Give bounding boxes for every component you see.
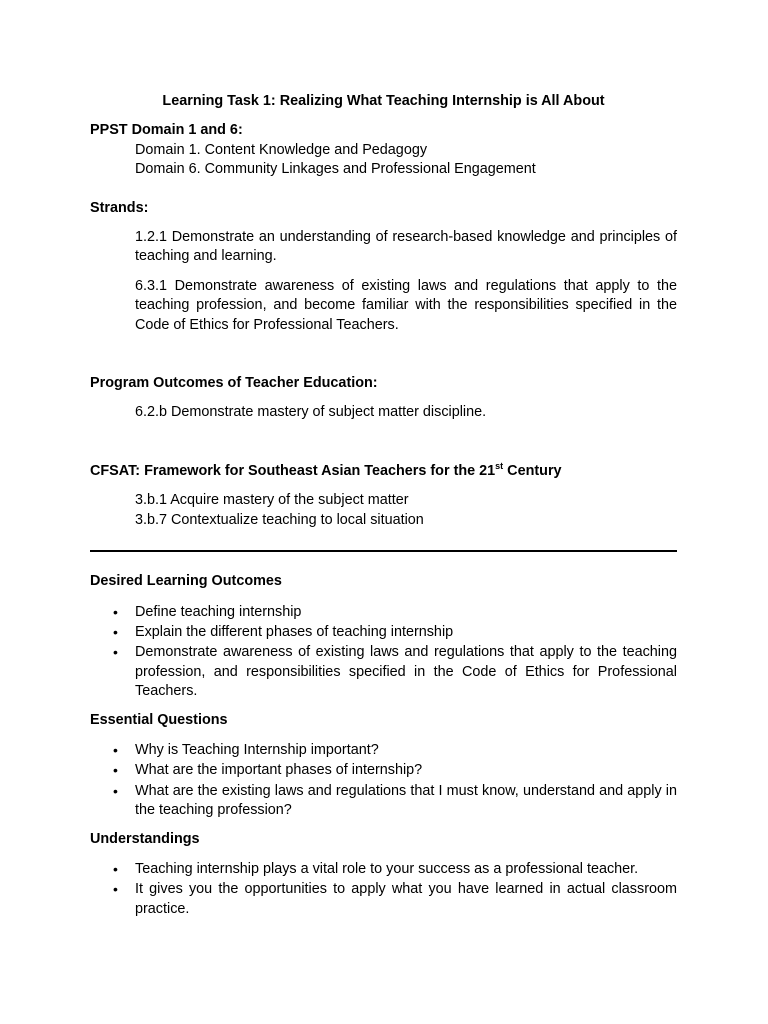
bullet-icon: • [113, 782, 118, 799]
list-item [90, 761, 677, 780]
bullet-icon: • [113, 644, 118, 661]
list-item [90, 643, 677, 701]
bullet-icon: • [113, 881, 118, 898]
bullet-icon: • [113, 860, 118, 877]
cfsat-heading-suffix: Century [503, 462, 562, 479]
desired-outcomes-heading: Desired Learning Outcomes [90, 573, 282, 590]
bullet-icon: • [113, 741, 118, 758]
essential-questions-list [90, 741, 677, 821]
program-outcomes-heading: Program Outcomes of Teacher Education: [90, 375, 378, 392]
desired-outcomes-list [90, 603, 677, 702]
list-item [90, 860, 677, 879]
bullet-icon: • [113, 762, 118, 779]
list-item [90, 623, 677, 642]
list-item-text: What are the important phases of internship? [135, 762, 423, 779]
list-item-text: What are the existing laws and regulations that I must know, understand and apply in the teaching profession? [135, 782, 677, 819]
cfsat-heading-sup: st [495, 460, 504, 471]
page-title: Learning Task 1: Realizing What Teaching Internship is All About [162, 93, 605, 109]
essential-questions-heading: Essential Questions [90, 711, 228, 728]
strands-heading: Strands: [90, 199, 149, 216]
list-item [90, 603, 677, 622]
cfsat-heading-prefix: CFSAT: Framework for Southeast Asian Teachers for the 21 [90, 462, 496, 479]
ppst-domain-6: Domain 6. Community Linkages and Professional Engagement [135, 161, 536, 178]
list-item-text: Explain the different phases of teaching internship [135, 623, 454, 640]
strand-1-2-1: 1.2.1 Demonstrate an understanding of research-based knowledge and principles of teaching and learning. [135, 229, 677, 265]
list-item-text: Why is Teaching Internship important? [135, 741, 379, 758]
bullet-icon: • [113, 603, 118, 620]
document-page [90, 92, 677, 920]
list-item-text: It gives you the opportunities to apply what you have learned in actual classroom practice. [135, 881, 677, 917]
list-item-text: Teaching internship plays a vital role to your success as a professional teacher. [135, 860, 639, 877]
list-item-text: Define teaching internship [135, 603, 302, 620]
ppst-domain-1: Domain 1. Content Knowledge and Pedagogy [135, 141, 428, 158]
understandings-heading: Understandings [90, 830, 200, 847]
cfsat-heading [90, 462, 677, 481]
program-outcome-6-2-b: 6.2.b Demonstrate mastery of subject matter discipline. [135, 404, 487, 421]
list-item-text: Demonstrate awareness of existing laws and regulations that apply to the teaching profession, and responsibilities specified in the Code of Ethics for Professional Teachers. [135, 644, 677, 700]
ppst-heading: PPST Domain 1 and 6: [90, 122, 243, 139]
list-item [90, 782, 677, 821]
cfsat-item-3-b-1: 3.b.1 Acquire mastery of the subject matter [135, 492, 409, 509]
list-item [90, 880, 677, 919]
list-item [90, 741, 677, 760]
cfsat-item-3-b-7: 3.b.7 Contextualize teaching to local situation [135, 511, 424, 528]
strand-6-3-1: 6.3.1 Demonstrate awareness of existing laws and regulations that apply to the teaching profession, and become familiar with the responsibilities specified in the Code of Ethics for Professional Teachers. [135, 277, 677, 333]
bullet-icon: • [113, 623, 118, 640]
understandings-list [90, 860, 677, 919]
